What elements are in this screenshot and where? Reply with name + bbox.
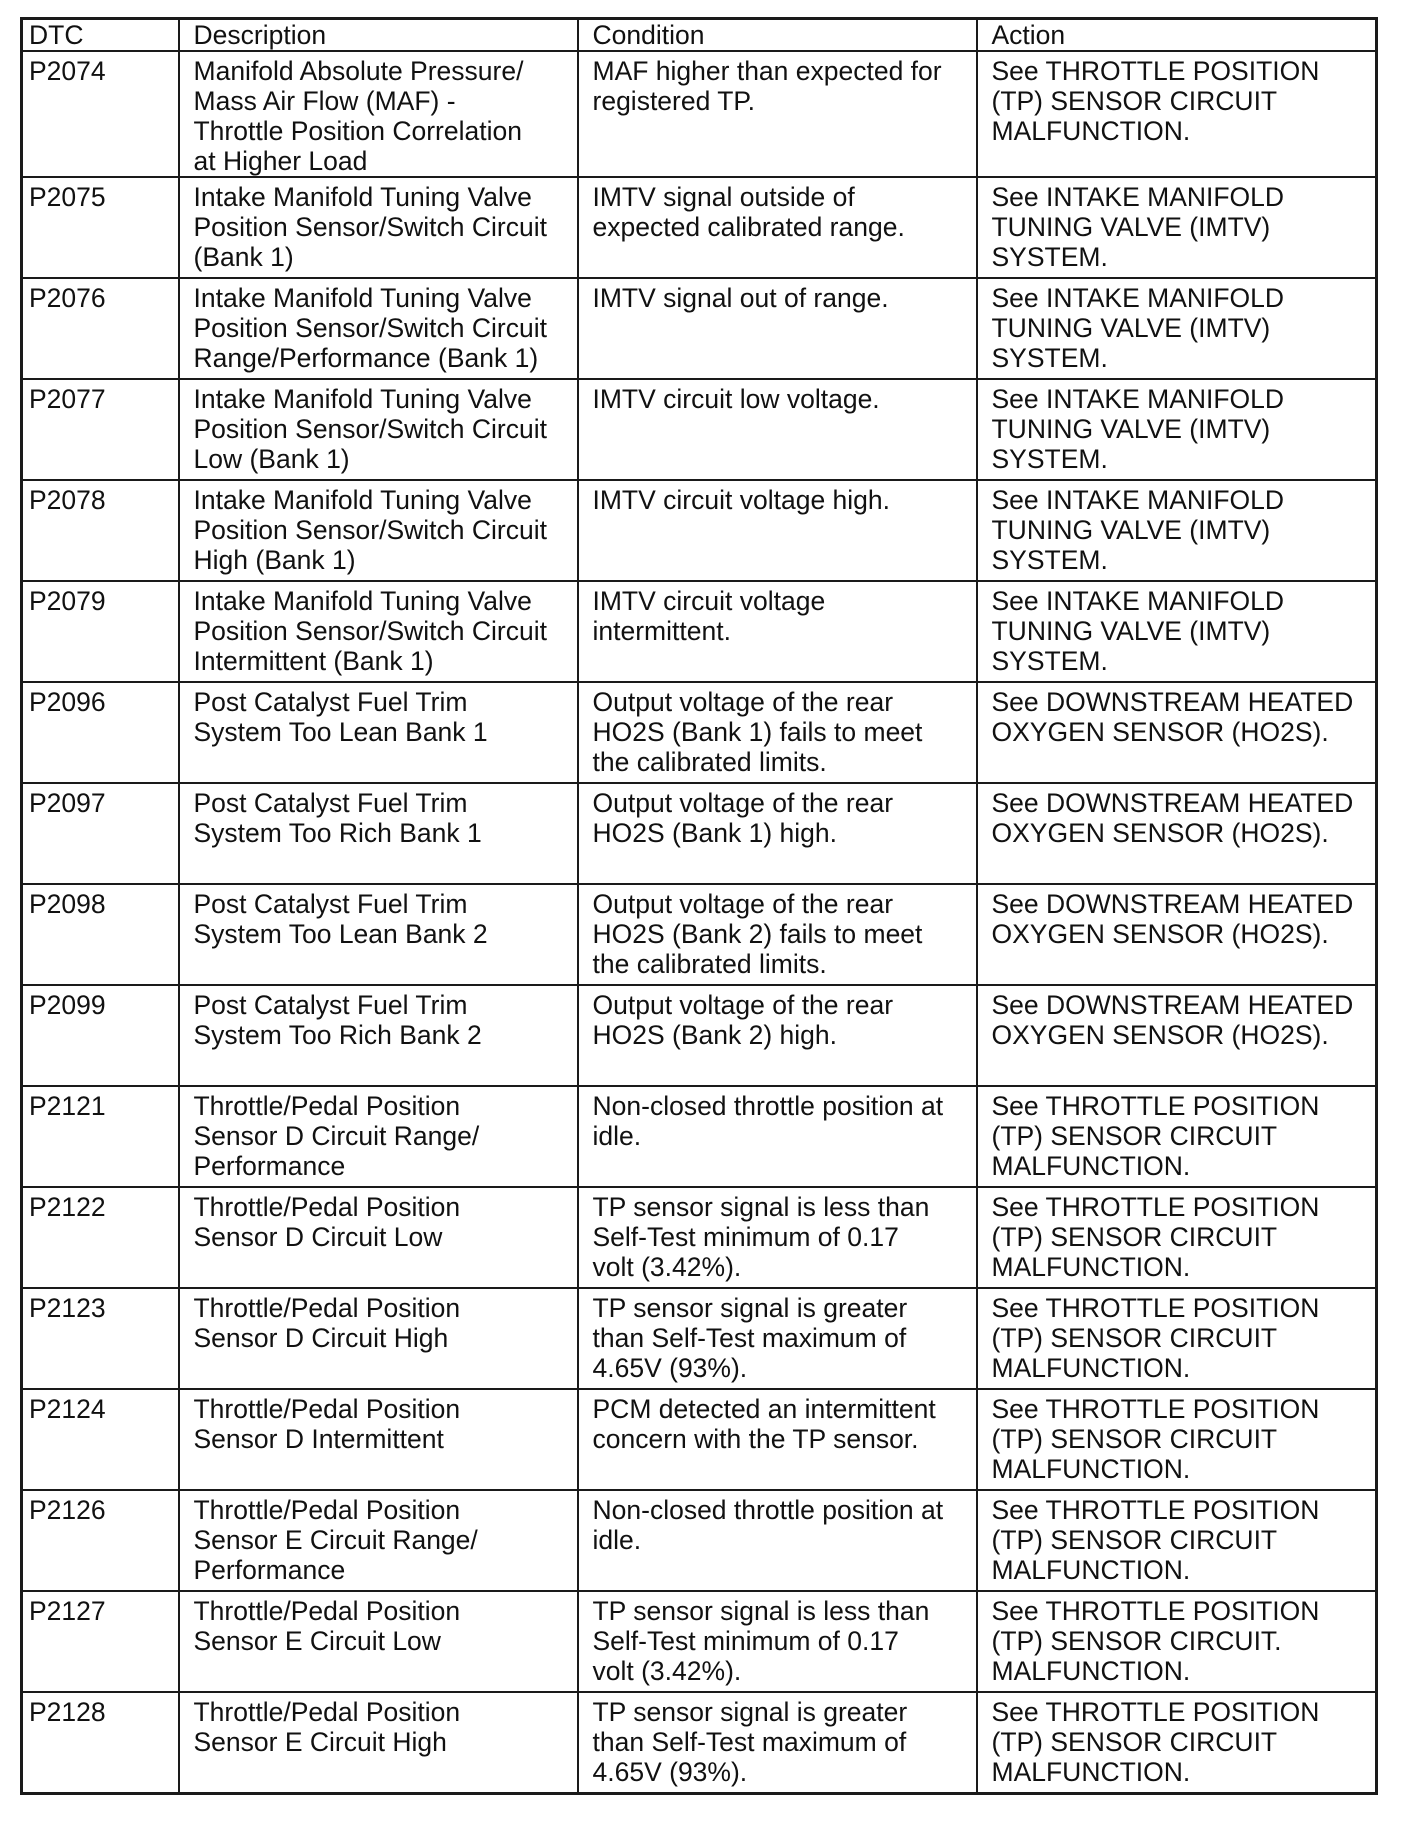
dtc-code-cell: P2096 <box>22 682 179 783</box>
table-row <box>22 1288 1377 1389</box>
table-row <box>22 1490 1377 1591</box>
dtc-code-cell: P2078 <box>22 480 179 581</box>
dtc-code-cell: P2098 <box>22 884 179 985</box>
action-cell: See THROTTLE POSITION (TP) SENSOR CIRCUIT. MALFUNCTION. <box>977 1591 1377 1692</box>
condition-cell: TP sensor signal is less than Self-Test minimum of 0.17 volt (3.42%). <box>578 1591 977 1692</box>
description-cell: Intake Manifold Tuning Valve Position Sensor/Switch Circuit Intermittent (Bank 1) <box>179 581 578 682</box>
description-cell: Throttle/Pedal Position Sensor E Circuit Range/ Performance <box>179 1490 578 1591</box>
description-cell: Post Catalyst Fuel Trim System Too Rich Bank 1 <box>179 783 578 884</box>
action-cell: See THROTTLE POSITION (TP) SENSOR CIRCUIT MALFUNCTION. <box>977 1389 1377 1490</box>
dtc-code-cell: P2099 <box>22 985 179 1086</box>
action-cell: See DOWNSTREAM HEATED OXYGEN SENSOR (HO2S). <box>977 985 1377 1086</box>
table-row <box>22 884 1377 985</box>
dtc-code-cell: P2074 <box>22 51 179 177</box>
action-cell: See THROTTLE POSITION (TP) SENSOR CIRCUIT MALFUNCTION. <box>977 1692 1377 1793</box>
dtc-code-cell: P2124 <box>22 1389 179 1490</box>
condition-cell: Output voltage of the rear HO2S (Bank 2) fails to meet the calibrated limits. <box>578 884 977 985</box>
description-cell: Manifold Absolute Pressure/ Mass Air Flow (MAF) - Throttle Position Correlation at Higher Load <box>179 51 578 177</box>
table-header <box>22 19 1377 52</box>
header-condition: Condition <box>578 19 977 52</box>
condition-cell: IMTV signal outside of expected calibrated range. <box>578 177 977 278</box>
description-cell: Intake Manifold Tuning Valve Position Sensor/Switch Circuit High (Bank 1) <box>179 480 578 581</box>
table-row <box>22 985 1377 1086</box>
table-row <box>22 1591 1377 1692</box>
description-cell: Throttle/Pedal Position Sensor D Circuit Low <box>179 1187 578 1288</box>
action-cell: See INTAKE MANIFOLD TUNING VALVE (IMTV) SYSTEM. <box>977 379 1377 480</box>
dtc-code-cell: P2075 <box>22 177 179 278</box>
table-row <box>22 51 1377 177</box>
header-description: Description <box>179 19 578 52</box>
description-cell: Throttle/Pedal Position Sensor D Circuit High <box>179 1288 578 1389</box>
dtc-code-cell: P2076 <box>22 278 179 379</box>
table-row <box>22 177 1377 278</box>
table-row <box>22 1187 1377 1288</box>
description-cell: Post Catalyst Fuel Trim System Too Lean Bank 1 <box>179 682 578 783</box>
condition-cell: PCM detected an intermittent concern with the TP sensor. <box>578 1389 977 1490</box>
dtc-code-cell: P2126 <box>22 1490 179 1591</box>
description-cell: Intake Manifold Tuning Valve Position Sensor/Switch Circuit (Bank 1) <box>179 177 578 278</box>
table-row <box>22 278 1377 379</box>
table-row <box>22 480 1377 581</box>
dtc-code-cell: P2128 <box>22 1692 179 1793</box>
description-cell: Throttle/Pedal Position Sensor D Circuit Range/ Performance <box>179 1086 578 1187</box>
condition-cell: Non-closed throttle position at idle. <box>578 1490 977 1591</box>
dtc-code-cell: P2079 <box>22 581 179 682</box>
description-cell: Post Catalyst Fuel Trim System Too Lean Bank 2 <box>179 884 578 985</box>
description-cell: Throttle/Pedal Position Sensor E Circuit Low <box>179 1591 578 1692</box>
table-row <box>22 379 1377 480</box>
table-row <box>22 1389 1377 1490</box>
condition-cell: Output voltage of the rear HO2S (Bank 2) high. <box>578 985 977 1086</box>
header-dtc: DTC <box>22 19 179 52</box>
action-cell: See THROTTLE POSITION (TP) SENSOR CIRCUIT MALFUNCTION. <box>977 1490 1377 1591</box>
description-cell: Throttle/Pedal Position Sensor E Circuit High <box>179 1692 578 1793</box>
description-cell: Throttle/Pedal Position Sensor D Intermittent <box>179 1389 578 1490</box>
header-action: Action <box>977 19 1377 52</box>
dtc-code-cell: P2123 <box>22 1288 179 1389</box>
condition-cell: IMTV circuit voltage high. <box>578 480 977 581</box>
table-row <box>22 1692 1377 1793</box>
condition-cell: Output voltage of the rear HO2S (Bank 1) fails to meet the calibrated limits. <box>578 682 977 783</box>
action-cell: See INTAKE MANIFOLD TUNING VALVE (IMTV) SYSTEM. <box>977 480 1377 581</box>
action-cell: See THROTTLE POSITION (TP) SENSOR CIRCUIT MALFUNCTION. <box>977 1187 1377 1288</box>
description-cell: Post Catalyst Fuel Trim System Too Rich Bank 2 <box>179 985 578 1086</box>
condition-cell: Output voltage of the rear HO2S (Bank 1) high. <box>578 783 977 884</box>
dtc-code-cell: P2097 <box>22 783 179 884</box>
action-cell: See THROTTLE POSITION (TP) SENSOR CIRCUIT MALFUNCTION. <box>977 51 1377 177</box>
table-row <box>22 783 1377 884</box>
table-row <box>22 682 1377 783</box>
condition-cell: MAF higher than expected for registered TP. <box>578 51 977 177</box>
description-cell: Intake Manifold Tuning Valve Position Sensor/Switch Circuit Low (Bank 1) <box>179 379 578 480</box>
condition-cell: IMTV circuit voltage intermittent. <box>578 581 977 682</box>
dtc-code-cell: P2122 <box>22 1187 179 1288</box>
description-cell: Intake Manifold Tuning Valve Position Sensor/Switch Circuit Range/Performance (Bank 1) <box>179 278 578 379</box>
table-row <box>22 581 1377 682</box>
table-body <box>22 51 1377 1793</box>
condition-cell: TP sensor signal is greater than Self-Test maximum of 4.65V (93%). <box>578 1692 977 1793</box>
action-cell: See DOWNSTREAM HEATED OXYGEN SENSOR (HO2S). <box>977 884 1377 985</box>
dtc-code-cell: P2121 <box>22 1086 179 1187</box>
action-cell: See INTAKE MANIFOLD TUNING VALVE (IMTV) SYSTEM. <box>977 278 1377 379</box>
dtc-code-cell: P2077 <box>22 379 179 480</box>
action-cell: See DOWNSTREAM HEATED OXYGEN SENSOR (HO2S). <box>977 682 1377 783</box>
dtc-code-cell: P2127 <box>22 1591 179 1692</box>
table-row <box>22 1086 1377 1187</box>
dtc-table <box>20 17 1378 1795</box>
header-row <box>22 19 1377 52</box>
condition-cell: IMTV signal out of range. <box>578 278 977 379</box>
condition-cell: Non-closed throttle position at idle. <box>578 1086 977 1187</box>
condition-cell: TP sensor signal is greater than Self-Test maximum of 4.65V (93%). <box>578 1288 977 1389</box>
action-cell: See INTAKE MANIFOLD TUNING VALVE (IMTV) SYSTEM. <box>977 177 1377 278</box>
condition-cell: TP sensor signal is less than Self-Test minimum of 0.17 volt (3.42%). <box>578 1187 977 1288</box>
action-cell: See INTAKE MANIFOLD TUNING VALVE (IMTV) SYSTEM. <box>977 581 1377 682</box>
condition-cell: IMTV circuit low voltage. <box>578 379 977 480</box>
action-cell: See DOWNSTREAM HEATED OXYGEN SENSOR (HO2S). <box>977 783 1377 884</box>
action-cell: See THROTTLE POSITION (TP) SENSOR CIRCUIT MALFUNCTION. <box>977 1086 1377 1187</box>
action-cell: See THROTTLE POSITION (TP) SENSOR CIRCUIT MALFUNCTION. <box>977 1288 1377 1389</box>
